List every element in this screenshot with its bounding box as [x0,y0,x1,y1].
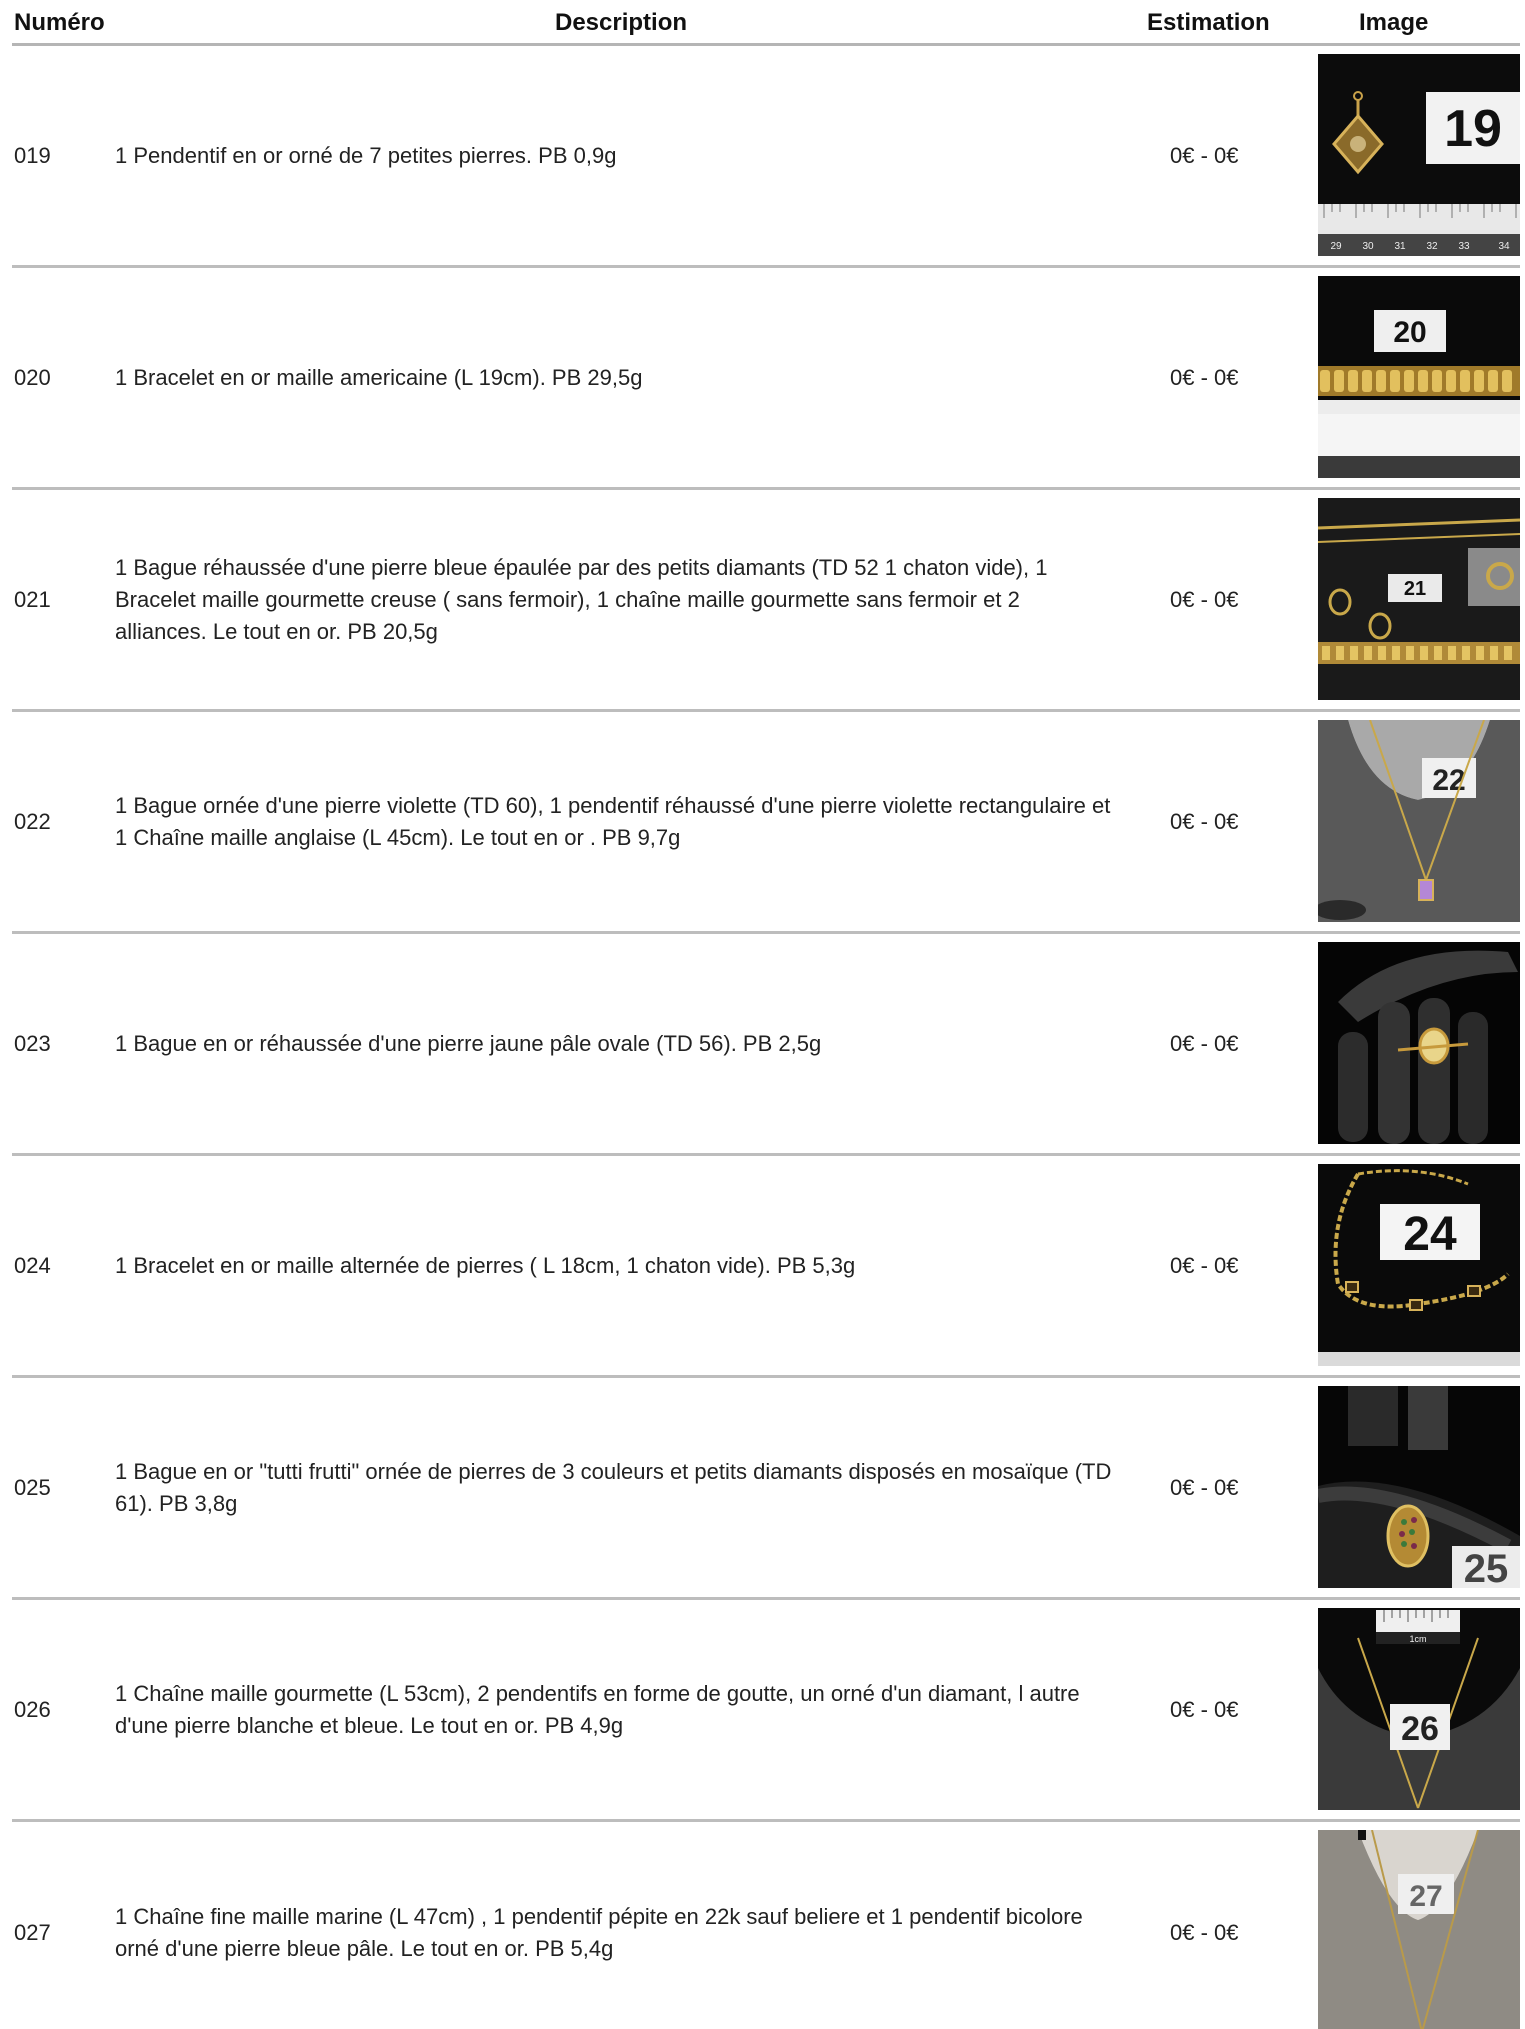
lot-description: 1 Chaîne maille gourmette (L 53cm), 2 pendentifs en forme de goutte, un orné d'un diamant, l autre d'une pierre blanche et bleue. Le tout en or. PB 4,9g [115,1680,1080,1738]
lot-estimation: 0€ - 0€ [1170,1252,1239,1278]
header-description: Description [555,9,688,36]
lot-tag-label: 20 [1393,316,1427,349]
lot-estimation: 0€ - 0€ [1170,586,1239,612]
lot-estimation: 0€ - 0€ [1170,808,1239,834]
lot-description: 1 Bague en or "tutti frutti" ornée de pierres de 3 couleurs et petits diamants disposés en mosaïque (TD 61). PB 3,8g [115,1458,1112,1516]
lot-description: 1 Bague ornée d'une pierre violette (TD 60), 1 pendentif réhaussé d'une pierre violette rectangulaire et 1 Chaîne maille anglaise (L 45cm). Le tout en or . PB 9,7g [115,792,1111,850]
ruler-label: 30 [1362,241,1374,252]
lot-tag-label: 27 [1409,1880,1443,1913]
ruler-unit-label: 1cm [1409,1634,1427,1644]
ruler-label: 34 [1498,241,1510,252]
table-row [12,490,1520,712]
lot-description: 1 Bague réhaussée d'une pierre bleue épaulée par des petits diamants (TD 52 1 chaton vide), 1 Bracelet maille gourmette creuse ( sans fermoir), 1 chaîne maille gourmette sans fermoir et 2 alliances. Le tout en or. PB 20,5g [115,554,1048,644]
lot-tag-label: 25 [1463,1547,1509,1588]
tutti-frutti-ring-photo[interactable] [1318,1386,1520,1588]
table-row [12,46,1520,268]
lot-tag-label: 19 [1444,100,1502,158]
lot-number: 021 [14,586,51,612]
lot-tag-label: 26 [1401,1710,1439,1748]
table-row [12,712,1520,934]
lot-number: 019 [14,142,51,168]
table-header [12,0,1520,46]
lot-estimation: 0€ - 0€ [1170,142,1239,168]
lot-number: 026 [14,1696,51,1722]
lot-tag-label: 22 [1432,764,1466,797]
ruler-label: 32 [1426,241,1438,252]
fine-chain-bust-photo[interactable] [1318,1830,1520,2029]
ruler-label: 33 [1458,241,1470,252]
table-row [12,934,1520,1156]
lot-number: 022 [14,808,51,834]
table-row [12,268,1520,490]
lot-description: 1 Bracelet en or maille americaine (L 19cm). PB 29,5g [115,364,643,390]
header-numero: Numéro [14,9,105,36]
lot-description: 1 Bracelet en or maille alternée de pierres ( L 18cm, 1 chaton vide). PB 5,3g [115,1252,856,1278]
header-image: Image [1359,9,1429,36]
lot-tag-label: 24 [1403,1208,1457,1261]
ring-hand-photo[interactable] [1318,942,1520,1144]
pendant-photo[interactable] [1318,54,1520,256]
lot-number: 023 [14,1030,51,1056]
table-row [12,1156,1520,1378]
chain-bust-photo[interactable] [1318,1608,1520,1810]
lot-description: 1 Chaîne fine maille marine (L 47cm) , 1 pendentif pépite en 22k sauf beliere et 1 pendentif bicolore orné d'une pierre bleue pâle. Le tout en or. PB 5,4g [115,1904,1083,1961]
necklace-bust-photo[interactable] [1318,720,1520,922]
lot-estimation: 0€ - 0€ [1170,1030,1239,1056]
stone-bracelet-photo[interactable] [1318,1164,1520,1366]
table-row [12,1822,1520,2029]
lot-estimation: 0€ - 0€ [1170,1920,1239,1945]
lot-tag-label: 21 [1403,578,1427,600]
table-row [12,1600,1520,1822]
lot-number: 024 [14,1252,51,1278]
table-row [12,1378,1520,1600]
bracelet-photo[interactable] [1318,276,1520,478]
header-estimation: Estimation [1147,9,1270,36]
lot-number: 025 [14,1474,51,1500]
lot-description: 1 Pendentif en or orné de 7 petites pierres. PB 0,9g [115,142,617,168]
lot-number: 020 [14,364,51,390]
lot-estimation: 0€ - 0€ [1170,1474,1239,1500]
mixed-lot-photo[interactable] [1318,498,1520,700]
lot-estimation: 0€ - 0€ [1170,364,1239,390]
lot-description: 1 Bague en or réhaussée d'une pierre jaune pâle ovale (TD 56). PB 2,5g [115,1030,822,1056]
ruler-label: 29 [1330,241,1342,252]
lot-number: 027 [14,1920,51,1945]
ruler-label: 31 [1394,241,1406,252]
lot-estimation: 0€ - 0€ [1170,1696,1239,1722]
